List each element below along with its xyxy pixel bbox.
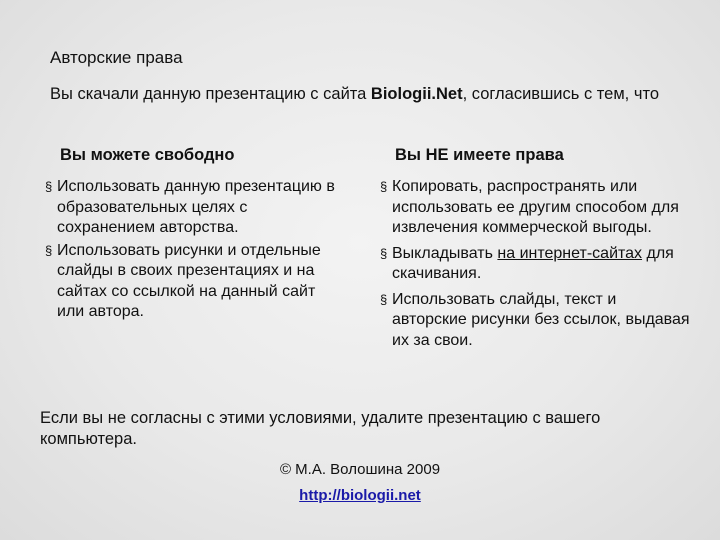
forbidden-item-text-before: Выкладывать: [392, 244, 498, 262]
forbidden-item-text: Копировать, распространять или использовать ее другим способом для извлечения коммерческой выгоды.: [392, 178, 679, 236]
site-link[interactable]: http://biologii.net: [299, 487, 421, 504]
allowed-item-text: Использовать рисунки и отдельные слайды в своих презентациях и на сайтах со ссылкой на данный сайт или автора.: [57, 241, 321, 320]
bullet-icon: §: [380, 245, 388, 261]
allowed-item: [45, 241, 345, 323]
bullet-icon: §: [45, 179, 53, 194]
internet-sites-link[interactable]: на интернет-сайтах: [497, 244, 643, 262]
forbidden-item-text: Использовать слайды, текст и авторские рисунки без ссылок, выдавая их за свои.: [392, 290, 690, 349]
warning-text: Если вы не согласны с этими условиями, удалите презентацию с вашего компьютера.: [40, 409, 601, 448]
allowed-item-text: Использовать данную презентацию в образовательных целях с сохранением авторства.: [57, 178, 335, 236]
page-title: Авторские права: [50, 48, 183, 67]
forbidden-item-text-after: для скачивания.: [392, 244, 674, 282]
intro-after: , согласившись с тем, что: [462, 85, 659, 103]
forbidden-item: [380, 177, 690, 239]
forbidden-item: [380, 244, 690, 285]
bullet-icon: §: [380, 179, 388, 194]
allowed-list: [45, 177, 345, 325]
bullet-icon: §: [45, 242, 53, 258]
copyright-text: © М.А. Волошина 2009: [279, 461, 441, 478]
forbidden-item: [380, 290, 690, 352]
intro-before: Вы скачали данную презентацию с сайта: [50, 85, 371, 103]
intro-site-name: Biologii.Net: [370, 85, 463, 103]
forbidden-heading: Вы НЕ имеете права: [395, 146, 564, 164]
intro-text: [50, 84, 690, 105]
allowed-heading: Вы можете свободно: [60, 146, 235, 164]
bullet-icon: §: [380, 291, 388, 307]
allowed-item: [45, 177, 345, 239]
forbidden-list: [380, 177, 690, 356]
